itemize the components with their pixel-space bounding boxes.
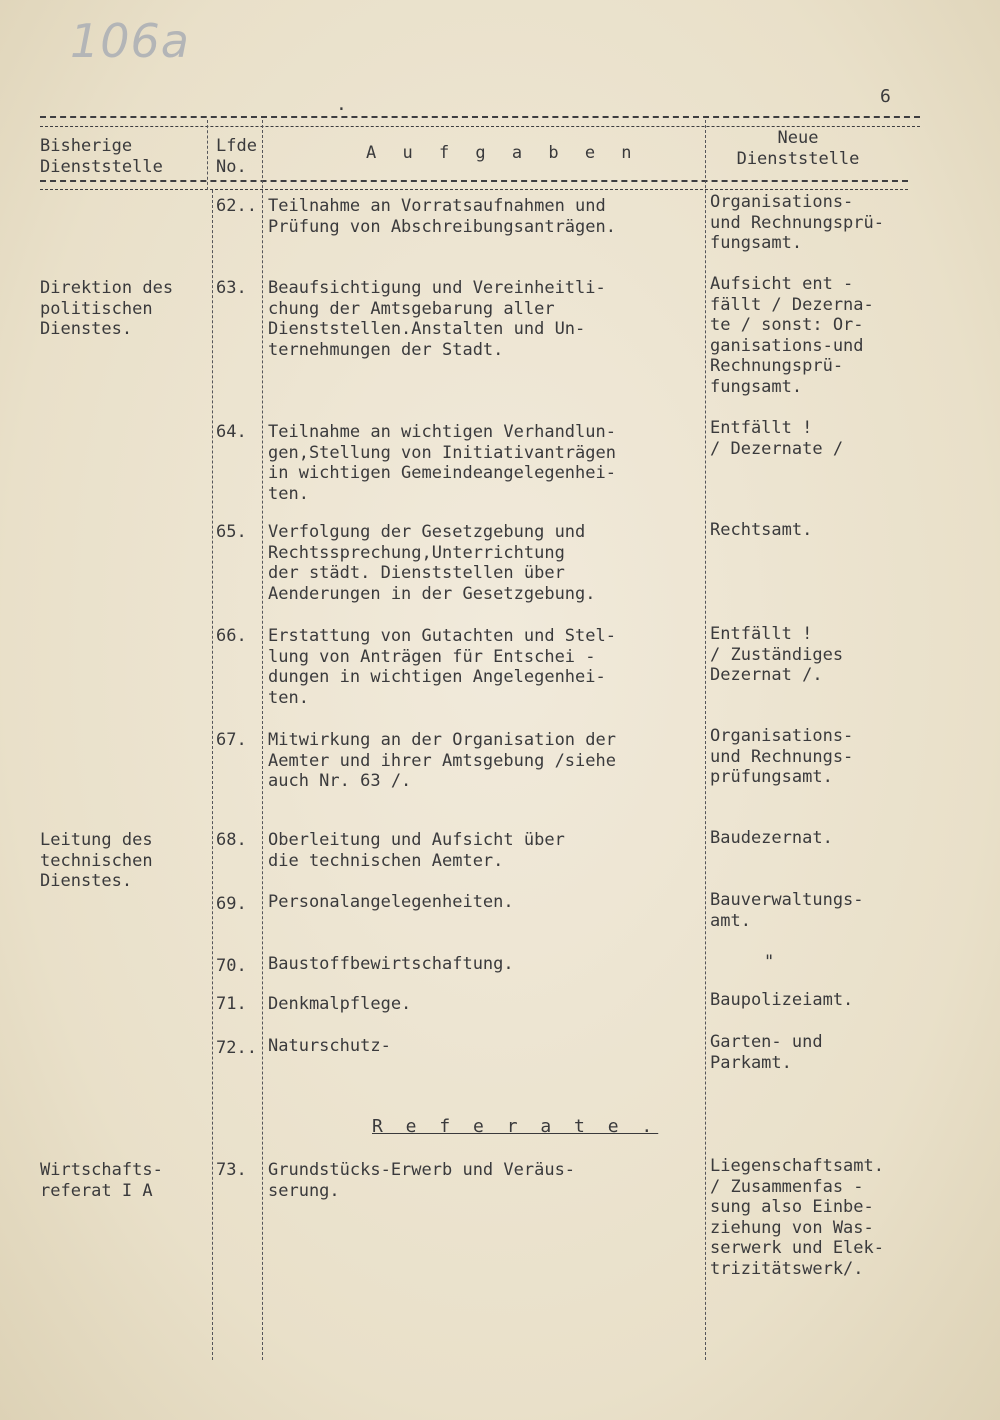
row-new-office: Entfällt ! / Zuständiges Dezernat /.: [710, 624, 844, 686]
row-task: Baustoffbewirtschaftung.: [268, 954, 514, 974]
column-divider-1-body: [212, 190, 213, 1360]
header-previous-office: Bisherige Dienststelle: [40, 136, 163, 177]
row-number: 73.: [216, 1160, 247, 1180]
header-rule: [40, 180, 908, 182]
header-rule-2: [40, 189, 908, 190]
row-number: 70.: [216, 956, 247, 976]
row-new-office: Entfällt ! / Dezernate /: [710, 418, 844, 459]
row-number: 63.: [216, 278, 247, 298]
stray-mark: .: [336, 94, 347, 115]
row-new-office: Baudezernat.: [710, 828, 833, 848]
top-rule: [40, 116, 920, 118]
row-new-office: Aufsicht ent - fällt / Dezerna- te / sonst: Or- ganisations-und Rechnungsprü- fungsamt.: [710, 274, 874, 397]
row-new-office: Rechtsamt.: [710, 520, 813, 540]
row-number: 65.: [216, 522, 247, 542]
row-number: 71.: [216, 994, 247, 1014]
row-task: Teilnahme an Vorratsaufnahmen und Prüfung von Abschreibungsanträgen.: [268, 196, 616, 237]
header-new-office: Neue Dienststelle: [736, 128, 860, 169]
row-number: 72..: [216, 1038, 257, 1058]
row-number: 67.: [216, 730, 247, 750]
row-task: Personalangelegenheiten.: [268, 892, 514, 912]
row-task: Mitwirkung an der Organisation der Aemter und ihrer Amtsgebung /siehe auch Nr. 63 /.: [268, 730, 616, 792]
row-task: Denkmalpflege.: [268, 994, 412, 1014]
column-divider-3: [705, 120, 706, 1360]
row-number: 62..: [216, 196, 257, 216]
row-number: 66.: [216, 626, 247, 646]
row-task: Grundstücks-Erwerb und Veräus- serung.: [268, 1160, 576, 1201]
row-new-office: Organisations- und Rechnungs- prüfungsamt.: [710, 726, 854, 788]
row-new-office-ditto: ": [764, 952, 775, 972]
row-new-office: Bauverwaltungs- amt.: [710, 890, 864, 931]
row-new-office: Organisations- und Rechnungsprü- fungsamt.: [710, 192, 884, 254]
row-task: Verfolgung der Gesetzgebung und Rechtssprechung,Unterrichtung der städt. Dienststellen über Aenderungen in der Gesetzgebung.: [268, 522, 596, 604]
row-task: Beaufsichtigung und Vereinheitli- chung der Amtsgebarung aller Dienststellen.Anstalten und Un- ternehmungen der Stadt.: [268, 278, 606, 360]
row-number: 69.: [216, 894, 247, 914]
row-number: 64.: [216, 422, 247, 442]
row-new-office: Liegenschaftsamt. / Zusammenfas - sung also Einbe- ziehung von Was- serwerk und Elek- trizitätswerk/.: [710, 1156, 884, 1279]
row-task: Naturschutz-: [268, 1036, 391, 1056]
header-tasks: A u f g a b e n: [366, 143, 640, 163]
section-heading-referate: R e f e r a t e .: [372, 1116, 659, 1137]
row-task: Oberleitung und Aufsicht über die technischen Aemter.: [268, 830, 565, 871]
row-task: Teilnahme an wichtigen Verhandlun- gen,Stellung von Initiativanträgen in wichtigen Gemeindeangelegenhei- ten.: [268, 422, 616, 504]
row-task: Erstattung von Gutachten und Stel- lung von Anträgen für Entschei - dungen in wichtigen Angelegenhei- ten.: [268, 626, 616, 708]
department-economic-referat: Wirtschafts- referat I A: [40, 1160, 163, 1201]
row-new-office: Baupolizeiamt.: [710, 990, 854, 1010]
row-new-office: Garten- und Parkamt.: [710, 1032, 823, 1073]
column-divider-1: [207, 120, 208, 190]
top-rule-2: [40, 126, 920, 127]
handwritten-note: 106a: [70, 14, 190, 68]
page-number: 6: [880, 86, 891, 107]
department-technical-direction: Leitung des technischen Dienstes.: [40, 830, 153, 892]
header-number: Lfde No.: [216, 136, 257, 177]
row-number: 68.: [216, 830, 247, 850]
department-political-direction: Direktion des politischen Dienstes.: [40, 278, 174, 340]
